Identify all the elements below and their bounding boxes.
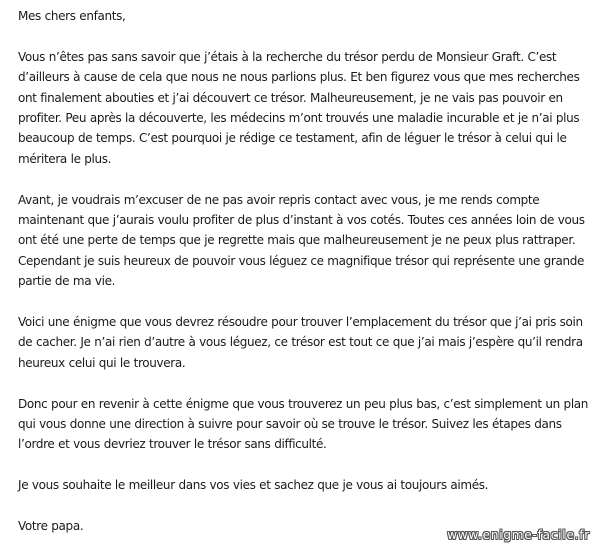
signature: Votre papa. bbox=[18, 519, 84, 534]
paragraph: Avant, je voudrais m’excuser de ne pas avoir repris contact avec vous, je me rends compte maintenant que j’aurais voulu profiter de plus d’instant à vos cotés. Toutes ces années loin de vous ont été une perte de temps que je regrette mais que malheureusement je ne peux plus rattraper. Cependant je suis heureux de pouvoir vous léguez ce magnifique trésor qui représente une grande partie de ma vie. bbox=[18, 192, 585, 289]
letter-body bbox=[18, 6, 592, 536]
salutation: Mes chers enfants, bbox=[18, 9, 126, 23]
paragraph: Vous n’êtes pas sans savoir que j’étais à la recherche du trésor perdu de Monsieur Graft. C’est d’ailleurs à cause de cela que nous ne nous parlions plus. Et ben figurez vous que mes recherches ont finalement abouties et j’ai découvert ce trésor. Malheureusement, je ne vais pas pouvoir en profiter. Peu après la découverte, les médecins m’ont trouvés une maladie incurable et je n’ai plus beaucoup de temps. C’est pourquoi je rédige ce testament, afin de léguer le trésor à celui qui le méritera le plus. bbox=[18, 49, 580, 166]
paragraph: Donc pour en revenir à cette énigme que vous trouverez un peu plus bas, c’est simplement un plan qui vous donne une direction à suivre pour savoir où se trouve le trésor. Suivez les étapes dans l’ordre et vous devriez trouver le trésor sans difficulté. bbox=[18, 396, 589, 452]
paragraph: Voici une énigme que vous devrez résoudre pour trouver l’emplacement du trésor que j’ai pris soin de cacher. Je n’ai rien d’autre à vous léguez, ce trésor est tout ce que j’ai mais j’espère qu’il rendra heureux celui qui le trouvera. bbox=[18, 315, 583, 370]
watermark: www.enigme-facile.fr bbox=[447, 528, 590, 542]
paragraph: Je vous souhaite le meilleur dans vos vies et sachez que je vous ai toujours aimés. bbox=[18, 478, 489, 493]
